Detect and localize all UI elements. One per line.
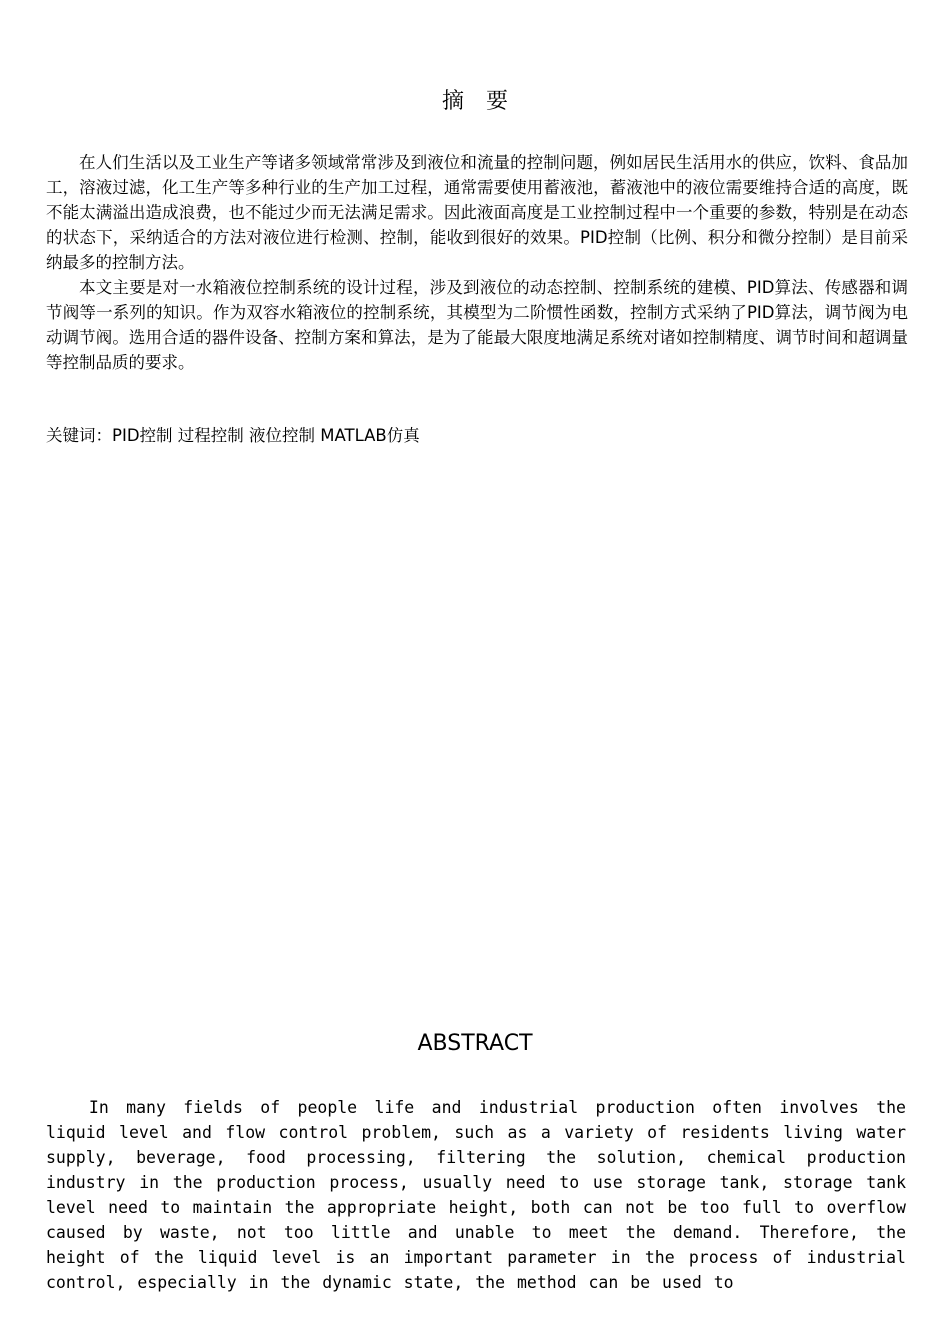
chinese-abstract-body [46,150,908,375]
english-abstract-body [46,1095,906,1295]
chinese-abstract-title: 摘要 [441,89,530,114]
keywords-line: 关键词：PID控制 过程控制 液位控制 MATLAB仿真 [46,426,420,445]
english-abstract-paragraph: In many fields of people life and industrial production often involves the liquid level and flow control problem, such as a variety of residents living water supply, beverage, food processing, filtering the solution, chemical production industry in the production process, usually need to use storage tank, storage tank level need to maintain the appropriate height, both can not be too full to overflow caused by waste, not too little and unable to meet the demand. Therefore, the height of the liquid level is an important parameter in the process of industrial control, especially in the dynamic state, the method can be used to [46,1098,906,1292]
chinese-abstract-paragraph-2: 本文主要是对一水箱液位控制系统的设计过程，涉及到液位的动态控制、控制系统的建模、PID算法、传感器和调节阀等一系列的知识。作为双容水箱液位的控制系统，其模型为二阶惯性函数，控制方式采纳了PID算法，调节阀为电动调节阀。选用合适的器件设备、控制方案和算法，是为了能最大限度地满足系统对诸如控制精度、调节时间和超调量等控制品质的要求。 [46,278,908,372]
english-abstract-title: ABSTRACT [417,1031,533,1056]
chinese-abstract-paragraph-1: 在人们生活以及工业生产等诸多领域常常涉及到液位和流量的控制问题，例如居民生活用水的供应，饮料、食品加工，溶液过滤，化工生产等多种行业的生产加工过程，通常需要使用蓄液池，蓄液池中的液位需要维持合适的高度，既不能太满溢出造成浪费，也不能过少而无法满足需求。因此液面高度是工业控制过程中一个重要的参数，特别是在动态的状态下，采纳适合的方法对液位进行检测、控制，能收到很好的效果。PID控制（比例、积分和微分控制）是目前采纳最多的控制方法。 [46,153,908,272]
